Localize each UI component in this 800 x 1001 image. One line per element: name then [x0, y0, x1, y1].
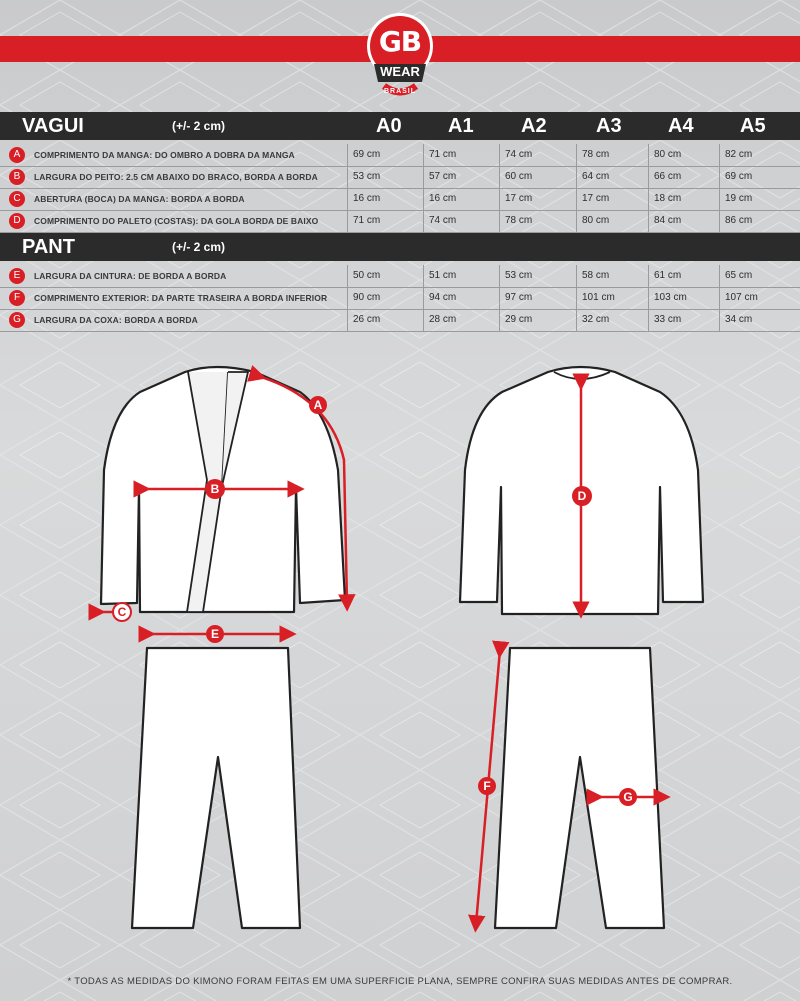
cell-value: 33 cm — [654, 314, 682, 325]
footnote: * TODAS AS MEDIDAS DO KIMONO FORAM FEITAS EM UMA SUPERFICIE PLANA, SEMPRE CONFIRA SUAS MEDIDAS ANTES DE COMPRAR. — [67, 976, 733, 987]
cell-value: 50 cm — [353, 270, 381, 281]
cell-value: 69 cm — [353, 149, 381, 160]
cell-value: 29 cm — [505, 314, 533, 325]
cell-value: 28 cm — [429, 314, 457, 325]
cell-value: 82 cm — [725, 149, 753, 160]
row-label: COMPRIMENTO EXTERIOR: DA PARTE TRASEIRA A BORDA INFERIOR — [34, 293, 328, 303]
cell-value: 32 cm — [582, 314, 610, 325]
cell-value: 16 cm — [429, 193, 457, 204]
size-header-a1: A1 — [448, 115, 474, 137]
cell-value: 18 cm — [654, 193, 682, 204]
row-label: LARGURA DA CINTURA: DE BORDA A BORDA — [34, 271, 227, 281]
label-d: D — [577, 489, 587, 503]
cell-value: 78 cm — [505, 215, 533, 226]
cell-value: 103 cm — [654, 292, 687, 303]
cell-value: 80 cm — [654, 149, 682, 160]
cell-value: 17 cm — [582, 193, 610, 204]
cell-value: 60 cm — [505, 171, 533, 182]
size-header-a2: A2 — [521, 115, 547, 137]
cell-value: 86 cm — [725, 215, 753, 226]
cell-value: 53 cm — [505, 270, 533, 281]
row-label: ABERTURA (BOCA) DA MANGA: BORDA A BORDA — [34, 194, 245, 204]
cell-value: 71 cm — [429, 149, 457, 160]
cell-value: 107 cm — [725, 292, 758, 303]
cell-value: 17 cm — [505, 193, 533, 204]
cell-value: 97 cm — [505, 292, 533, 303]
cell-value: 65 cm — [725, 270, 753, 281]
pants-front — [132, 648, 300, 928]
cell-value: 16 cm — [353, 193, 381, 204]
cell-value: 94 cm — [429, 292, 457, 303]
cell-value: 61 cm — [654, 270, 682, 281]
cell-value: 57 cm — [429, 171, 457, 182]
cell-value: 34 cm — [725, 314, 753, 325]
pant-title: PANT — [22, 236, 75, 258]
cell-value: 66 cm — [654, 171, 682, 182]
cell-value: 78 cm — [582, 149, 610, 160]
label-e: E — [210, 627, 220, 641]
label-b: B — [210, 482, 220, 496]
size-header-a0: A0 — [376, 115, 402, 137]
size-header-a4: A4 — [668, 115, 694, 137]
row-label: COMPRIMENTO DO PALETO (COSTAS): DA GOLA BORDA DE BAIXO — [34, 216, 319, 226]
cell-value: 64 cm — [582, 171, 610, 182]
cell-value: 58 cm — [582, 270, 610, 281]
row-letter-badge: D — [9, 213, 25, 229]
size-header-a5: A5 — [740, 115, 766, 137]
label-g: G — [623, 790, 633, 804]
label-f: F — [483, 779, 491, 793]
row-letter-badge: A — [9, 147, 25, 163]
row-letter-badge: B — [9, 169, 25, 185]
row-label: COMPRIMENTO DA MANGA: DO OMBRO A DOBRA DA MANGA — [34, 150, 295, 160]
cell-value: 51 cm — [429, 270, 457, 281]
cell-value: 90 cm — [353, 292, 381, 303]
cell-value: 80 cm — [582, 215, 610, 226]
row-letter-badge: E — [9, 268, 25, 284]
pant-tolerance: (+/- 2 cm) — [172, 240, 226, 254]
size-header-a3: A3 — [596, 115, 622, 137]
cell-value: 71 cm — [353, 215, 381, 226]
cell-value: 69 cm — [725, 171, 753, 182]
vagui-title: VAGUI — [22, 115, 84, 137]
row-letter-badge: G — [9, 312, 25, 328]
row-letter-badge: F — [9, 290, 25, 306]
row-label: LARGURA DO PEITO: 2.5 CM ABAIXO DO BRACO, BORDA A BORDA — [34, 172, 318, 182]
logo-text-gb: GB — [378, 25, 422, 58]
label-c: C — [117, 605, 127, 619]
cell-value: 84 cm — [654, 215, 682, 226]
label-a: A — [313, 398, 323, 412]
vagui-tolerance: (+/- 2 cm) — [172, 119, 226, 133]
cell-value: 19 cm — [725, 193, 753, 204]
logo-text-wear: WEAR — [380, 64, 420, 79]
cell-value: 26 cm — [353, 314, 381, 325]
cell-value: 53 cm — [353, 171, 381, 182]
cell-value: 74 cm — [429, 215, 457, 226]
cell-value: 101 cm — [582, 292, 615, 303]
logo-text-brasil: BRASIL — [383, 88, 417, 95]
pants-back — [495, 648, 664, 928]
cell-value: 74 cm — [505, 149, 533, 160]
row-letter-badge: C — [9, 191, 25, 207]
row-label: LARGURA DA COXA: BORDA A BORDA — [34, 315, 198, 325]
